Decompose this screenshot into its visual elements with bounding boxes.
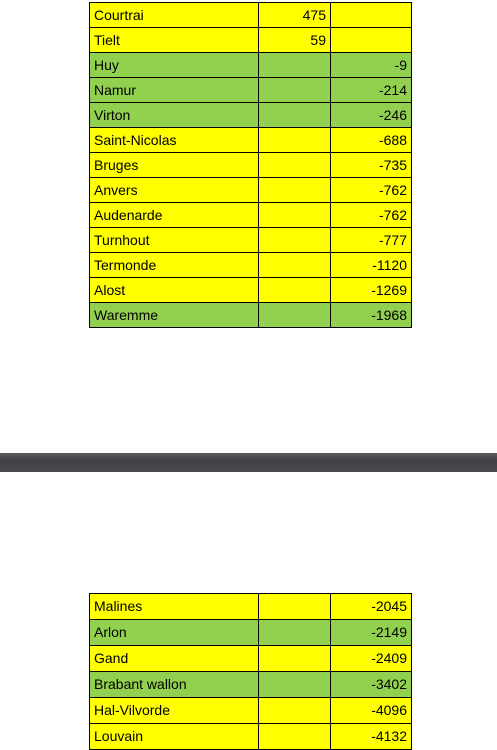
row-value-cell [259, 153, 331, 178]
row-value-cell: -2045 [331, 594, 412, 620]
row-value-cell: 475 [259, 3, 331, 28]
row-value-cell: -1269 [331, 278, 412, 303]
table-row [90, 53, 412, 78]
table-row [90, 620, 412, 646]
row-name-cell: Arlon [90, 620, 259, 646]
row-name-cell: Malines [90, 594, 259, 620]
row-value-cell [259, 103, 331, 128]
table-row [90, 103, 412, 128]
row-value-cell [259, 278, 331, 303]
row-value-cell: -9 [331, 53, 412, 78]
page-separator [0, 453, 497, 472]
row-name-cell: Huy [90, 53, 259, 78]
row-name-cell: Alost [90, 278, 259, 303]
row-value-cell [259, 646, 331, 672]
row-value-cell: -214 [331, 78, 412, 103]
row-value-cell: -735 [331, 153, 412, 178]
row-name-cell: Audenarde [90, 203, 259, 228]
table-row [90, 128, 412, 153]
row-name-cell: Namur [90, 78, 259, 103]
row-value-cell: -688 [331, 128, 412, 153]
table-row [90, 178, 412, 203]
row-name-cell: Bruges [90, 153, 259, 178]
row-value-cell [331, 3, 412, 28]
table-row [90, 28, 412, 53]
row-value-cell [259, 228, 331, 253]
row-name-cell: Hal-Vilvorde [90, 698, 259, 724]
row-name-cell: Virton [90, 103, 259, 128]
row-name-cell: Turnhout [90, 228, 259, 253]
table-row [90, 203, 412, 228]
row-name-cell: Saint-Nicolas [90, 128, 259, 153]
table-row [90, 698, 412, 724]
table-row [90, 303, 412, 328]
row-value-cell [259, 620, 331, 646]
row-value-cell [259, 178, 331, 203]
row-name-cell: Waremme [90, 303, 259, 328]
row-value-cell: -762 [331, 203, 412, 228]
row-value-cell: -4096 [331, 698, 412, 724]
row-value-cell [259, 672, 331, 698]
row-value-cell [259, 203, 331, 228]
table-row [90, 594, 412, 620]
row-value-cell [259, 253, 331, 278]
table-row [90, 646, 412, 672]
row-name-cell: Termonde [90, 253, 259, 278]
row-value-cell: -3402 [331, 672, 412, 698]
row-value-cell [259, 128, 331, 153]
row-value-cell: -1120 [331, 253, 412, 278]
row-value-cell [331, 28, 412, 53]
table-row [90, 724, 412, 750]
data-table-top [89, 2, 412, 328]
row-name-cell: Gand [90, 646, 259, 672]
row-name-cell: Brabant wallon [90, 672, 259, 698]
table-row [90, 3, 412, 28]
row-value-cell [259, 53, 331, 78]
table-row [90, 78, 412, 103]
row-value-cell: -246 [331, 103, 412, 128]
row-value-cell [259, 698, 331, 724]
row-value-cell [259, 724, 331, 750]
row-value-cell [259, 594, 331, 620]
table-row [90, 278, 412, 303]
data-table-bottom [89, 593, 412, 750]
row-name-cell: Tielt [90, 28, 259, 53]
table-row [90, 672, 412, 698]
table-row [90, 253, 412, 278]
row-name-cell: Courtrai [90, 3, 259, 28]
row-value-cell [259, 78, 331, 103]
row-value-cell: -2149 [331, 620, 412, 646]
row-name-cell: Anvers [90, 178, 259, 203]
row-name-cell: Louvain [90, 724, 259, 750]
row-value-cell: 59 [259, 28, 331, 53]
row-value-cell: -1968 [331, 303, 412, 328]
table-row [90, 153, 412, 178]
row-value-cell: -762 [331, 178, 412, 203]
row-value-cell: -4132 [331, 724, 412, 750]
row-value-cell: -777 [331, 228, 412, 253]
table-row [90, 228, 412, 253]
row-value-cell: -2409 [331, 646, 412, 672]
row-value-cell [259, 303, 331, 328]
